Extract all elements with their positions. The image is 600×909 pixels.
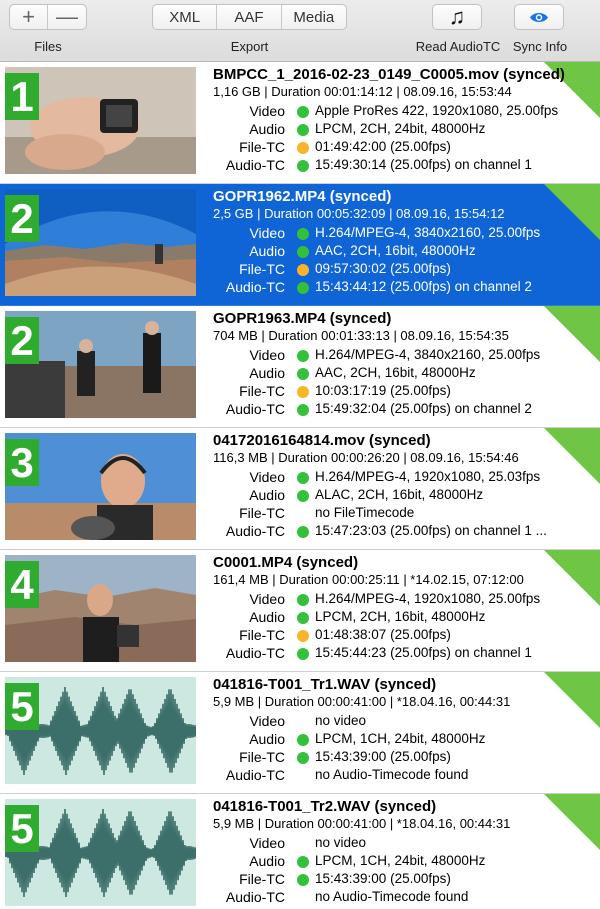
clip-meta: 2,5 GB | Duration 00:05:32:09 | 08.09.16, 15:54:12 (213, 206, 505, 221)
group-number-badge: 4 (5, 561, 39, 608)
clip-meta: 161,4 MB | Duration 00:00:25:11 | *14.02.15, 07:12:00 (213, 572, 524, 587)
property-value: AAC, 2CH, 16bit, 48000Hz (315, 365, 476, 380)
property-label: Video (249, 103, 285, 119)
property-value: 15:47:23:03 (25.00fps) on channel 1 ... (315, 523, 547, 538)
property-value: AAC, 2CH, 16bit, 48000Hz (315, 243, 476, 258)
property-label: Video (249, 347, 285, 363)
status-dot (297, 228, 309, 240)
group-number-badge: 1 (5, 73, 39, 120)
clip-property-file-tc (0, 871, 600, 889)
clip-meta: 5,9 MB | Duration 00:00:41:00 | *18.04.16, 00:44:31 (213, 816, 511, 831)
clip-property-audio (0, 609, 600, 627)
group-number-badge: 5 (5, 683, 39, 730)
clip-filename: GOPR1963.MP4 (synced) (213, 310, 392, 327)
export-segmented-control (152, 4, 347, 30)
clip-property-audio (0, 365, 600, 383)
property-label: Audio-TC (225, 889, 285, 905)
add-file-button[interactable]: + (10, 5, 48, 29)
property-label: File-TC (239, 261, 285, 277)
property-value: 15:49:32:04 (25.00fps) on channel 2 (315, 401, 532, 416)
group-number-badge: 5 (5, 805, 39, 852)
property-value: H.264/MPEG-4, 1920x1080, 25.03fps (315, 469, 541, 484)
group-number-badge: 3 (5, 439, 39, 486)
property-label: Audio (249, 853, 285, 869)
clip-property-file-tc (0, 383, 600, 401)
read-audiotc-label: Read AudioTC (415, 39, 501, 54)
clip-property-video (0, 835, 600, 853)
property-value: LPCM, 2CH, 16bit, 48000Hz (315, 609, 486, 624)
clip-property-video (0, 347, 600, 365)
property-label: Audio (249, 365, 285, 381)
clip-filename: 041816-T001_Tr1.WAV (synced) (213, 676, 437, 693)
property-value: 15:43:44:12 (25.00fps) on channel 2 (315, 279, 532, 294)
remove-file-button[interactable]: — (56, 4, 78, 29)
export-aaf-button[interactable]: AAF (217, 5, 281, 29)
property-label: Video (249, 835, 285, 851)
property-value: 15:43:39:00 (25.00fps) (315, 871, 451, 886)
property-value: 10:03:17:19 (25.00fps) (315, 383, 451, 398)
group-number-badge: 2 (5, 317, 39, 364)
clip-property-audio-tc (0, 767, 600, 785)
clip-property-video (0, 469, 600, 487)
clip-filename: 041816-T001_Tr2.WAV (synced) (213, 798, 437, 815)
property-label: Audio-TC (225, 645, 285, 661)
status-dot (297, 386, 309, 398)
property-value: LPCM, 1CH, 24bit, 48000Hz (315, 853, 486, 868)
status-dot (297, 752, 309, 764)
files-label: Files (34, 39, 62, 54)
status-dot (297, 472, 309, 484)
property-value: ALAC, 2CH, 16bit, 48000Hz (315, 487, 484, 502)
property-label: Audio-TC (225, 401, 285, 417)
status-dot (297, 106, 309, 118)
property-label: File-TC (239, 505, 285, 521)
export-label: Export (230, 39, 269, 54)
clip-meta: 116,3 MB | Duration 00:00:26:20 | 08.09.16, 15:54:46 (213, 450, 519, 465)
clip-property-audio-tc (0, 645, 600, 663)
property-label: File-TC (239, 139, 285, 155)
property-value: H.264/MPEG-4, 1920x1080, 25.00fps (315, 591, 541, 606)
status-dot (297, 630, 309, 642)
export-media-button[interactable]: Media (293, 8, 335, 26)
property-label: Audio-TC (225, 157, 285, 173)
property-value: 15:43:39:00 (25.00fps) (315, 749, 451, 764)
property-label: File-TC (239, 749, 285, 765)
property-value: H.264/MPEG-4, 3840x2160, 25.00fps (315, 225, 541, 240)
clip-row[interactable] (0, 672, 600, 794)
property-label: Audio-TC (225, 279, 285, 295)
property-label: File-TC (239, 627, 285, 643)
property-value: 09:57:30:02 (25.00fps) (315, 261, 451, 276)
property-label: Video (249, 225, 285, 241)
toolbar (0, 0, 600, 62)
property-label: Audio (249, 121, 285, 137)
clip-property-audio-tc (0, 401, 600, 419)
property-value: 01:49:42:00 (25.00fps) (315, 139, 451, 154)
status-dot (297, 282, 309, 294)
status-dot (297, 246, 309, 258)
clip-filename: GOPR1962.MP4 (synced) (213, 188, 392, 205)
status-dot (297, 142, 309, 154)
clip-filename: 04172016164814.mov (synced) (213, 432, 431, 449)
clip-row[interactable] (0, 306, 600, 428)
property-value: Apple ProRes 422, 1920x1080, 25.00fps (315, 103, 559, 118)
property-label: Audio-TC (225, 767, 285, 783)
status-dot (297, 526, 309, 538)
property-label: Audio (249, 731, 285, 747)
clip-property-video (0, 225, 600, 243)
sync-info-label: Sync Info (512, 39, 568, 54)
property-label: Audio (249, 609, 285, 625)
property-value: no FileTimecode (315, 505, 415, 520)
status-dot (297, 160, 309, 172)
clip-meta: 5,9 MB | Duration 00:00:41:00 | *18.04.16, 00:44:31 (213, 694, 511, 709)
property-value: no video (315, 713, 367, 728)
status-dot (297, 490, 309, 502)
clip-property-audio-tc (0, 157, 600, 175)
clip-property-audio-tc (0, 889, 600, 907)
property-value: 15:45:44:23 (25.00fps) on channel 1 (315, 645, 532, 660)
files-segmented-control (9, 4, 87, 30)
status-dot (297, 368, 309, 380)
property-label: File-TC (239, 383, 285, 399)
clip-property-audio (0, 121, 600, 139)
clip-row[interactable] (0, 550, 600, 672)
clip-property-audio-tc (0, 523, 600, 541)
status-dot (297, 734, 309, 746)
clip-row[interactable] (0, 184, 600, 306)
status-dot (297, 874, 309, 886)
music-note-icon: ♫ (448, 4, 466, 29)
clip-property-video (0, 591, 600, 609)
clip-property-file-tc (0, 627, 600, 645)
property-value: H.264/MPEG-4, 3840x2160, 25.00fps (315, 347, 541, 362)
property-value: 15:49:30:14 (25.00fps) on channel 1 (315, 157, 532, 172)
status-dot (297, 648, 309, 660)
clip-property-audio (0, 731, 600, 749)
property-value: LPCM, 2CH, 24bit, 48000Hz (315, 121, 486, 136)
property-label: Audio (249, 487, 285, 503)
property-value: no Audio-Timecode found (315, 767, 469, 782)
status-dot (297, 404, 309, 416)
clip-row[interactable] (0, 428, 600, 550)
clip-property-file-tc (0, 505, 600, 523)
clip-property-audio (0, 487, 600, 505)
status-dot (297, 612, 309, 624)
clip-filename: C0001.MP4 (synced) (213, 554, 359, 571)
property-label: Audio-TC (225, 523, 285, 539)
property-value: 01:48:38:07 (25.00fps) (315, 627, 451, 642)
property-value: no video (315, 835, 367, 850)
export-xml-button[interactable]: XML (153, 5, 217, 29)
clip-meta: 1,16 GB | Duration 00:01:14:12 | 08.09.16, 15:53:44 (213, 84, 512, 99)
clip-property-file-tc (0, 139, 600, 157)
clip-property-file-tc (0, 749, 600, 767)
eye-icon (529, 11, 549, 24)
status-dot (297, 856, 309, 868)
group-number-badge: 2 (5, 195, 39, 242)
clip-row[interactable] (0, 794, 600, 909)
property-label: File-TC (239, 871, 285, 887)
clip-property-video (0, 103, 600, 121)
property-value: LPCM, 1CH, 24bit, 48000Hz (315, 731, 486, 746)
status-dot (297, 350, 309, 362)
clip-property-audio-tc (0, 279, 600, 297)
property-label: Video (249, 469, 285, 485)
clip-property-video (0, 713, 600, 731)
property-label: Video (249, 591, 285, 607)
sync-info-button[interactable] (514, 4, 564, 30)
property-label: Video (249, 713, 285, 729)
clip-meta: 704 MB | Duration 00:01:33:13 | 08.09.16, 15:54:35 (213, 328, 509, 343)
clip-row[interactable] (0, 62, 600, 184)
status-dot (297, 594, 309, 606)
clip-property-file-tc (0, 261, 600, 279)
status-dot (297, 124, 309, 136)
property-value: no Audio-Timecode found (315, 889, 469, 904)
status-dot (297, 264, 309, 276)
clip-property-audio (0, 243, 600, 261)
read-audiotc-button[interactable] (432, 4, 482, 30)
clip-property-audio (0, 853, 600, 871)
property-label: Audio (249, 243, 285, 259)
clip-filename: BMPCC_1_2016-02-23_0149_C0005.mov (synced) (213, 66, 565, 83)
